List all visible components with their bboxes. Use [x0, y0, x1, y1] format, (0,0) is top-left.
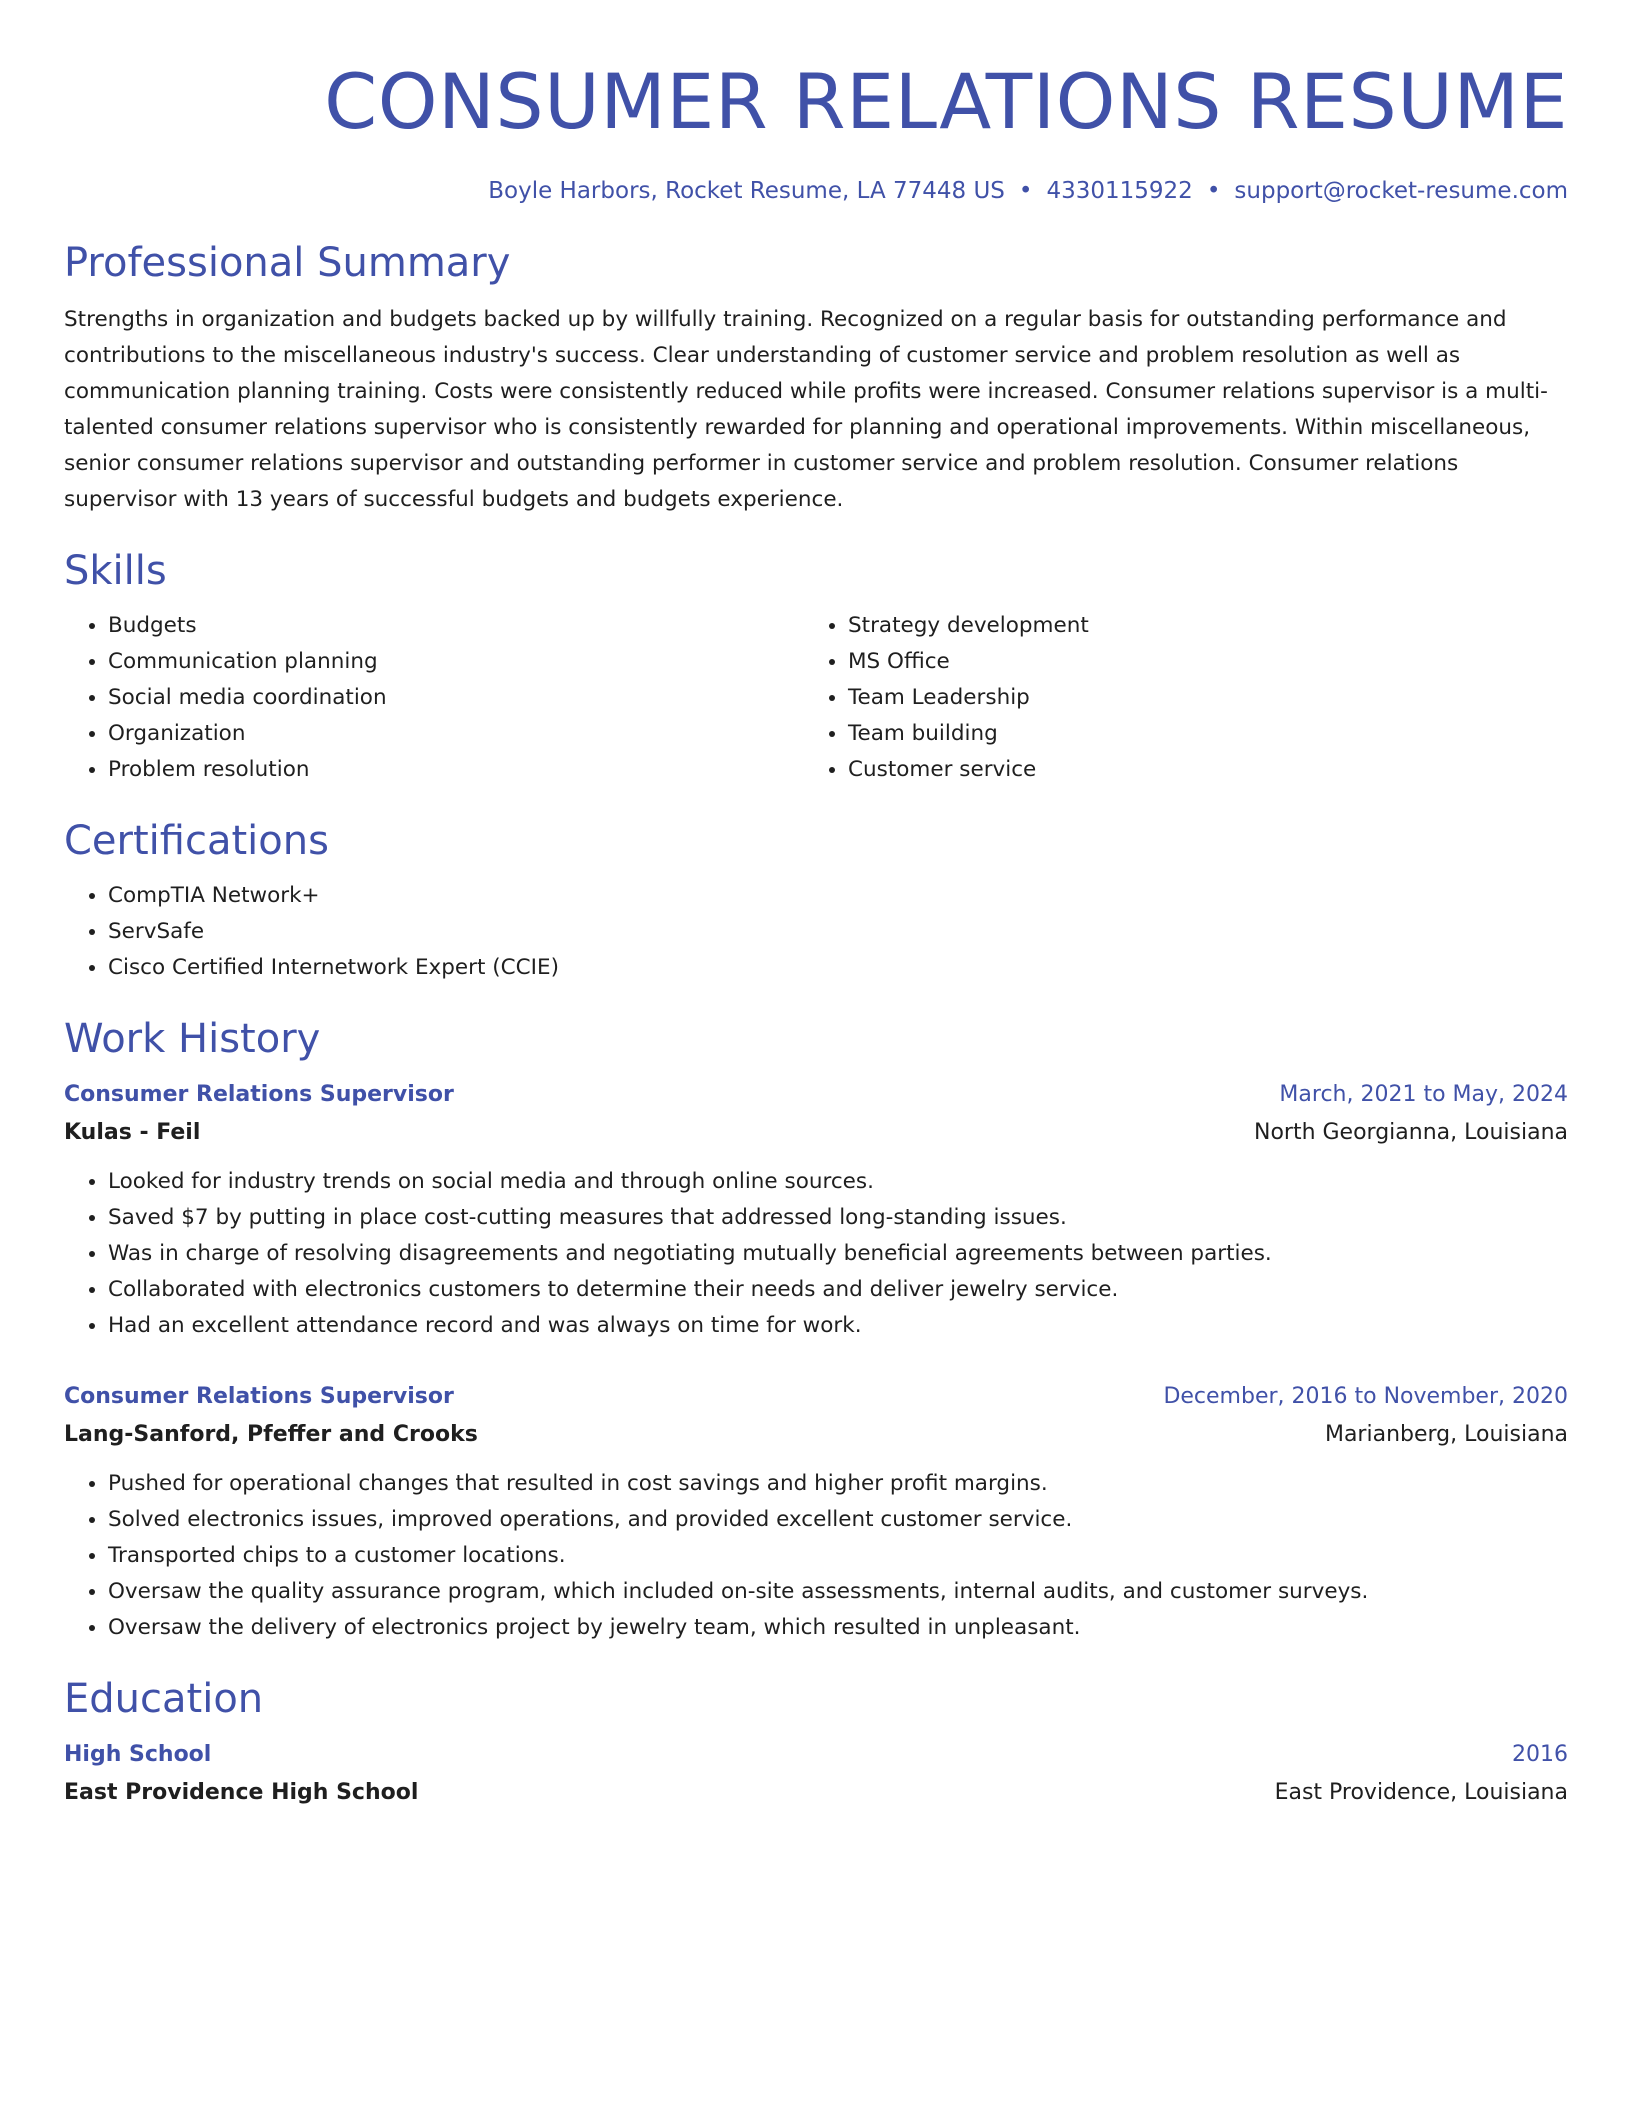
education-degree: High School [64, 1742, 212, 1767]
job-title: Consumer Relations Supervisor [64, 1082, 454, 1107]
job-bullet: • Saved $7 by putting in place cost-cutting measures that addressed long-standing issues. [108, 1200, 1568, 1236]
job-bullet: • Had an excellent attendance record and was always on time for work. [108, 1308, 1568, 1344]
certifications-section [64, 816, 1568, 986]
job-bullet: • Solved electronics issues, improved operations, and provided excellent customer service. [108, 1502, 1568, 1538]
job-bullet: • Pushed for operational changes that resulted in cost savings and higher profit margins. [108, 1466, 1568, 1502]
job-bullet: • Oversaw the delivery of electronics project by jewelry team, which resulted in unpleasant. [108, 1610, 1568, 1646]
skill-item: • Customer service [848, 752, 1544, 788]
resume-title: CONSUMER RELATIONS RESUME [324, 57, 1568, 146]
education-year: 2016 [1512, 1742, 1568, 1767]
education-header-row [64, 1736, 1568, 1774]
separator-dot: • [1206, 178, 1221, 204]
separator-dot: • [1018, 178, 1033, 204]
work-history-section [64, 1014, 1568, 1646]
skill-item: • Budgets [108, 608, 804, 644]
contact-line [64, 176, 1568, 206]
skill-item: • Team building [848, 716, 1544, 752]
skills-section [64, 546, 1568, 788]
certification-item: • ServSafe [108, 914, 1568, 950]
address: Boyle Harbors, Rocket Resume, LA 77448 US [488, 178, 1005, 204]
section-heading-summary: Professional Summary [64, 240, 511, 286]
section-heading-work-history: Work History [64, 1016, 321, 1062]
skill-item: • Problem resolution [108, 752, 804, 788]
section-heading-certifications: Certifications [64, 818, 329, 864]
education-location: East Providence, Louisiana [1274, 1780, 1568, 1805]
summary-text: Strengths in organization and budgets backed up by willfully training. Recognized on a regular basis for outstanding performance and contributions to the miscellaneous industry's success. Clear understanding of customer service and problem resolution as well as communication planning training. Costs were consistently reduced while profits were increased. Consumer relations supervisor is a multi-talented consumer relations supervisor who is consistently rewarded for planning and operational improvements. Within miscellaneous, senior consumer relations supervisor and outstanding performer in customer service and problem resolution. Consumer relations supervisor with 13 years of successful budgets and budgets experience. [64, 307, 1548, 512]
job-bullet: • Was in charge of resolving disagreements and negotiating mutually beneficial agreements between parties. [108, 1236, 1568, 1272]
skill-item: • Communication planning [108, 644, 804, 680]
job-company-row [64, 1114, 1568, 1152]
skill-item: • MS Office [848, 644, 1544, 680]
job-bullets [64, 1164, 1568, 1344]
skills-list-right [804, 608, 1544, 788]
job-header-row [64, 1076, 1568, 1114]
job-entry [64, 1378, 1568, 1646]
education-section [64, 1674, 1568, 1812]
skill-item: • Team Leadership [848, 680, 1544, 716]
summary-section [64, 238, 1568, 518]
job-bullet: • Transported chips to a customer locations. [108, 1538, 1568, 1574]
skill-item: • Social media coordination [108, 680, 804, 716]
job-dates: March, 2021 to May, 2024 [1279, 1082, 1568, 1107]
skill-item: • Strategy development [848, 608, 1544, 644]
job-header-row [64, 1378, 1568, 1416]
skills-list-left [64, 608, 804, 788]
phone: 4330115922 [1046, 178, 1193, 204]
skills-column-right [804, 608, 1544, 788]
job-title: Consumer Relations Supervisor [64, 1384, 454, 1409]
job-bullet: • Looked for industry trends on social media and through online sources. [108, 1164, 1568, 1200]
job-company: Kulas - Feil [64, 1120, 201, 1145]
job-bullets [64, 1466, 1568, 1646]
skills-grid [64, 608, 1568, 788]
section-heading-education: Education [64, 1676, 264, 1722]
job-location: North Georgianna, Louisiana [1253, 1120, 1568, 1145]
job-company: Lang-Sanford, Pfeffer and Crooks [64, 1422, 478, 1447]
certifications-list [64, 878, 1568, 986]
email-link[interactable]: support@rocket-resume.com [1234, 178, 1568, 204]
section-heading-skills: Skills [64, 548, 167, 594]
job-bullet: • Collaborated with electronics customers to determine their needs and deliver jewelry service. [108, 1272, 1568, 1308]
job-location: Marianberg, Louisiana [1324, 1422, 1568, 1447]
job-bullet: • Oversaw the quality assurance program, which included on-site assessments, internal audits, and customer surveys. [108, 1574, 1568, 1610]
skills-column-left [64, 608, 804, 788]
skill-item: • Organization [108, 716, 804, 752]
certification-item: • CompTIA Network+ [108, 878, 1568, 914]
job-dates: December, 2016 to November, 2020 [1163, 1384, 1568, 1409]
education-entry [64, 1736, 1568, 1812]
education-school: East Providence High School [64, 1780, 419, 1805]
certification-item: • Cisco Certified Internetwork Expert (CCIE) [108, 950, 1568, 986]
job-company-row [64, 1416, 1568, 1454]
education-school-row [64, 1774, 1568, 1812]
job-entry [64, 1076, 1568, 1344]
